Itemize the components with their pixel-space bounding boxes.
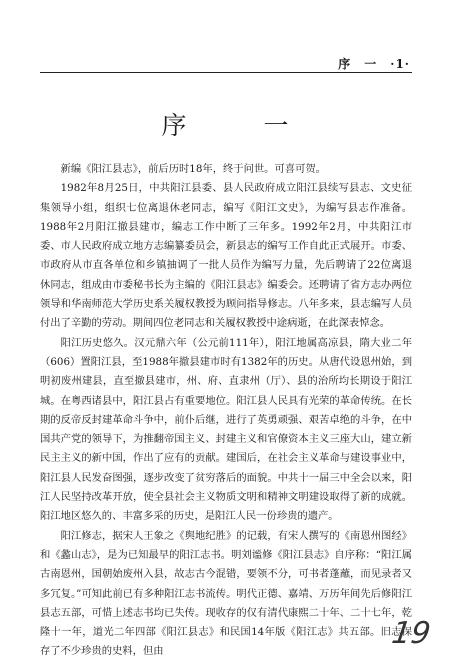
page-title: 序 一 <box>161 111 315 140</box>
paragraph: 新编《阳江县志》，前后历时18年，终于问世。可喜可贺。 <box>60 163 326 175</box>
paragraph: 阳江历史悠久。汉元鼎六年（公元前111年），阳江地属高凉县，隋大业二年（606）置阳江县，至1988年撤县建市时有1382年的历史。从唐代设恩州始，到明初废州建县，直至撤县建市，州、府、直隶州（厅）、县的治所均长期设于阳江城。在粤西诸县中，阳江县占有重要地位。阳江县人民具有光荣的革命传统。在长期的反帝反封建革命斗争中，前仆后继，进行了英勇顽强、艰苦卓绝的斗争，在中国共产党的领导下，为推翻帝国主义、封建主义和官僚资本主义三座大山，建立新民主主义的新中国，作出了应有的贡献。建国后，在社会主义革命与建设事业中，阳江县人民发奋图强，逐步改变了贫穷落后的面貌。中共十一届三中全会以来，阳江人民坚持改革开放，使全县社会主义物质文明和精神文明建设取得了新的成就。阳江地区悠久的、丰富多采的历史，是阳江人民一份珍贵的遗产。 <box>40 336 412 523</box>
paragraph: 1982年8月25日，中共阳江县委、县人民政府成立阳江县续写县志、文史征集领导小组，组织七位离退休老同志，编写《阳江文史》，为编写县志作准备。1988年2月阳江撤县建市，编志工作中断了三年多。1992年2月，中共阳江市委、市人民政府成立地方志编纂委员会，新县志的编写工作自此正式展开。市委、市政府从市直各单位和乡镇抽调了一批人员作为编写力量，先后聘请了22位离退休同志，组成由市委秘书长为主编的《阳江县志》编委会。还聘请了省方志办两位领导和华南师范大学历史系关履权教授为顾问指导修志。八年多来，县志编写人员付出了辛勤的劳动。期间四位老同志和关履权教授中途病逝，在此深表悼念。 <box>40 182 412 330</box>
handwritten-page-number-text: 19 <box>389 616 433 651</box>
header-rule <box>40 72 412 73</box>
running-title: 序 一 ·1· <box>338 57 410 71</box>
body-text <box>40 160 412 662</box>
handwritten-page-number <box>389 616 433 651</box>
running-header <box>40 55 410 73</box>
paragraph: 阳江修志，据宋人王象之《舆地纪胜》的记载，有宋人撰写的《南恩州图经》和《蠡山志》，是为已知最早的阳江志书。明刘谧修《阳江县志》自序称：“阳江属古南恩州，国朝始废州入县，故志古今混错，要领不分，可书者蓬蘸，而见录者又多冗复。”可知此前已有多种阳江志书流传。明代正德、嘉靖、万历年间先后修阳江县志五部，可惜上述志书均已失传。现收存的仅有清代康熙二十年、二十七年，乾隆十一年，道光二年四部《阳江县志》和民国14年版《阳江志》共五部。旧志保存了不少珍贵的史料，但由 <box>40 529 412 658</box>
